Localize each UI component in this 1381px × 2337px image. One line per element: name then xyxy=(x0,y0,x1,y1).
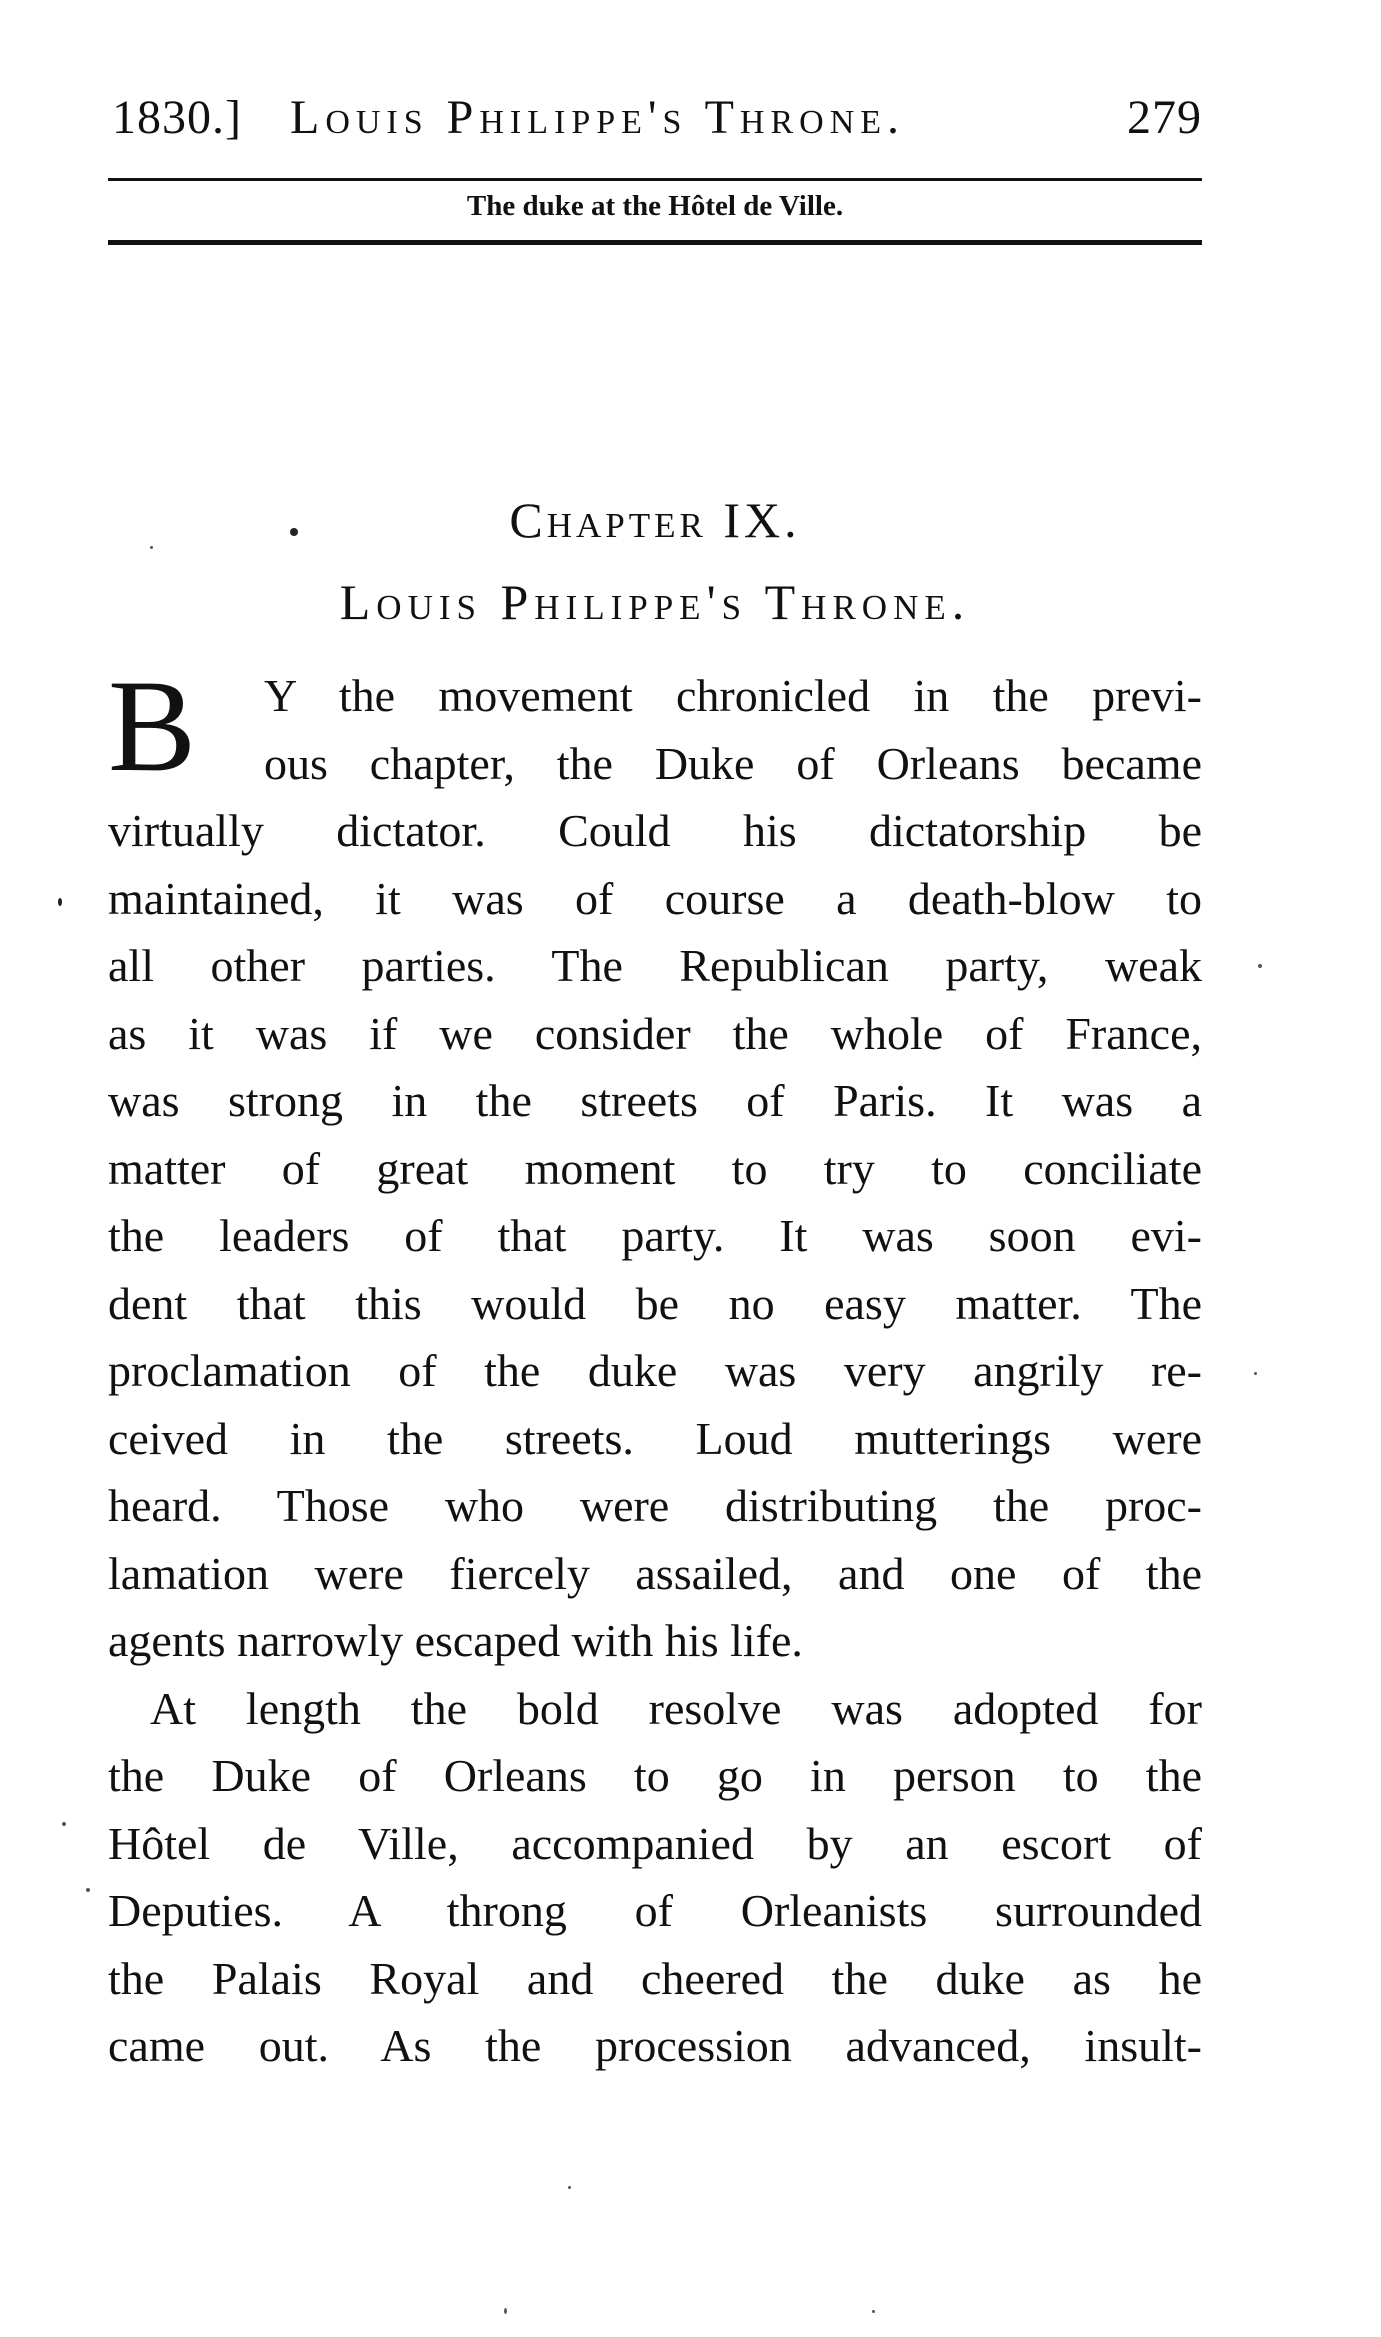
body-line: ceived in the streets. Loud mutterings were xyxy=(108,1412,1202,1464)
body-line: the Palais Royal and cheered the duke as he xyxy=(108,1952,1202,2004)
body-line: agents narrowly escaped with his life. xyxy=(108,1615,803,1666)
body-line: maintained, it was of course a death-blow to xyxy=(108,872,1202,924)
running-head-title: Louis Philippe's Throne. xyxy=(290,91,906,144)
body-line: heard. Those who were distributing the proc- xyxy=(108,1480,1202,1531)
chapter-number: Chapter IX. xyxy=(509,492,801,548)
print-speck xyxy=(1258,964,1262,968)
page-number: 279 xyxy=(1127,91,1202,144)
chapter-title: Louis Philippe's Throne. xyxy=(339,574,971,630)
body-line: came out. As the procession advanced, insult- xyxy=(108,2020,1202,2071)
running-head xyxy=(112,88,1202,148)
body-line: all other parties. The Republican party, weak xyxy=(108,940,1202,991)
print-speck xyxy=(568,2186,571,2189)
print-speck xyxy=(504,2308,507,2314)
print-speck xyxy=(872,2310,875,2313)
body-line: as it was if we consider the whole of France, xyxy=(108,1007,1202,1059)
body-line: the leaders of that party. It was soon evi- xyxy=(108,1210,1202,1261)
header-rule-thin xyxy=(108,178,1202,181)
print-speck xyxy=(86,1888,90,1892)
body-line: Y the movement chronicled in the previ- xyxy=(264,670,1202,721)
header-rule-thick xyxy=(108,240,1202,245)
body-text xyxy=(108,652,1202,2080)
body-line: At length the bold resolve was adopted for xyxy=(150,1682,1202,1734)
drop-cap: B xyxy=(108,652,197,799)
body-line: was strong in the streets of Paris. It was a xyxy=(108,1075,1202,1126)
print-speck xyxy=(58,898,62,906)
print-speck xyxy=(150,546,153,549)
body-line: Hôtel de Ville, accompanied by an escort of xyxy=(108,1817,1202,1869)
body-line: dent that this would be no easy matter. The xyxy=(108,1277,1202,1329)
print-speck xyxy=(62,1822,66,1826)
running-head-year: 1830.] xyxy=(112,91,242,144)
body-line: ous chapter, the Duke of Orleans became xyxy=(264,737,1202,789)
body-line: matter of great moment to try to conciliate xyxy=(108,1142,1202,1194)
body-line: proclamation of the duke was very angrily re- xyxy=(108,1345,1202,1396)
print-speck xyxy=(1254,1372,1257,1375)
body-line: Deputies. A throng of Orleanists surrounded xyxy=(108,1885,1202,1936)
body-line: lamation were fiercely assailed, and one of the xyxy=(108,1547,1202,1599)
body-line: virtually dictator. Could his dictatorship be xyxy=(108,805,1202,856)
print-speck xyxy=(290,528,298,536)
section-subheading: The duke at the Hôtel de Ville. xyxy=(466,190,844,222)
body-line: the Duke of Orleans to go in person to the xyxy=(108,1750,1202,1801)
